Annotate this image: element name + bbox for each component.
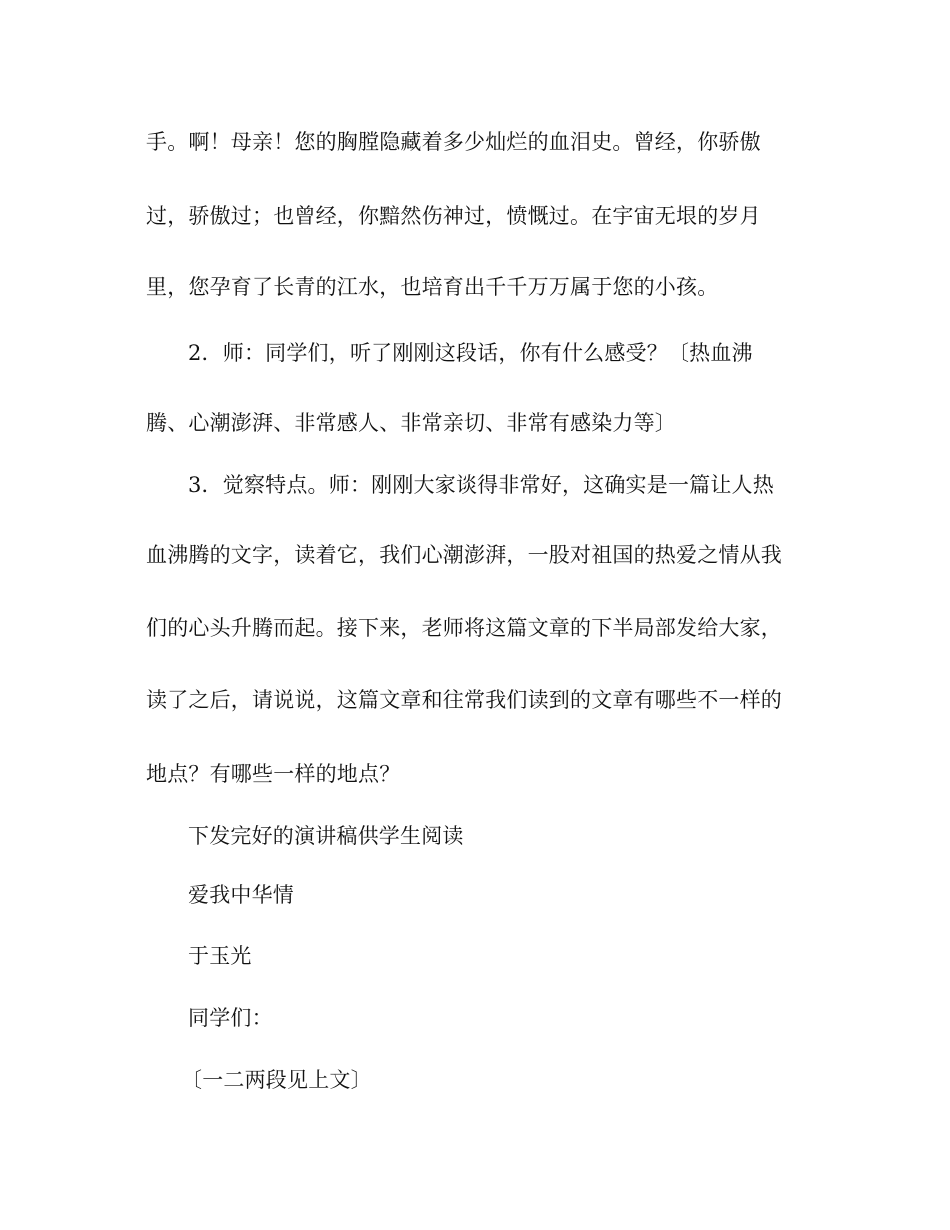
paragraph-line: 3．觉察特点。师：刚刚大家谈得非常好，这确实是一篇让人热 xyxy=(188,473,774,497)
paragraph-line: 腾、心潮澎湃、非常感人、非常亲切、非常有感染力等〕 xyxy=(146,411,676,435)
paragraph-line: 过，骄傲过；也曾经，你黯然伤神过，愤慨过。在宇宙无垠的岁月 xyxy=(146,204,761,228)
paragraph-line: 读了之后，请说说，这篇文章和往常我们读到的文章有哪些不一样的 xyxy=(146,688,782,712)
paragraph-line: 下发完好的演讲稿供学生阅读 xyxy=(188,824,464,848)
speech-author: 于玉光 xyxy=(188,944,252,968)
paragraph-line: 地点？有哪些一样的地点？ xyxy=(146,762,401,786)
paragraph-note: 〔一二两段见上文〕 xyxy=(181,1068,372,1092)
speech-title: 爱我中华情 xyxy=(188,883,294,907)
paragraph-line: 们的心头升腾而起。接下来，老师将这篇文章的下半局部发给大家， xyxy=(146,616,782,640)
paragraph-line: 2．师：同学们，听了刚刚这段话，你有什么感受？〔热血沸 xyxy=(188,341,753,365)
paragraph-line: 手。啊！母亲！您的胸膛隐藏着多少灿烂的血泪史。曾经，你骄傲 xyxy=(146,130,761,154)
speech-salutation: 同学们： xyxy=(188,1006,273,1030)
paragraph-line: 血沸腾的文字，读着它，我们心潮澎湃，一股对祖国的热爱之情从我 xyxy=(146,543,782,567)
paragraph-line: 里，您孕育了长青的江水，也培育出千千万万属于您的小孩。 xyxy=(146,275,719,299)
